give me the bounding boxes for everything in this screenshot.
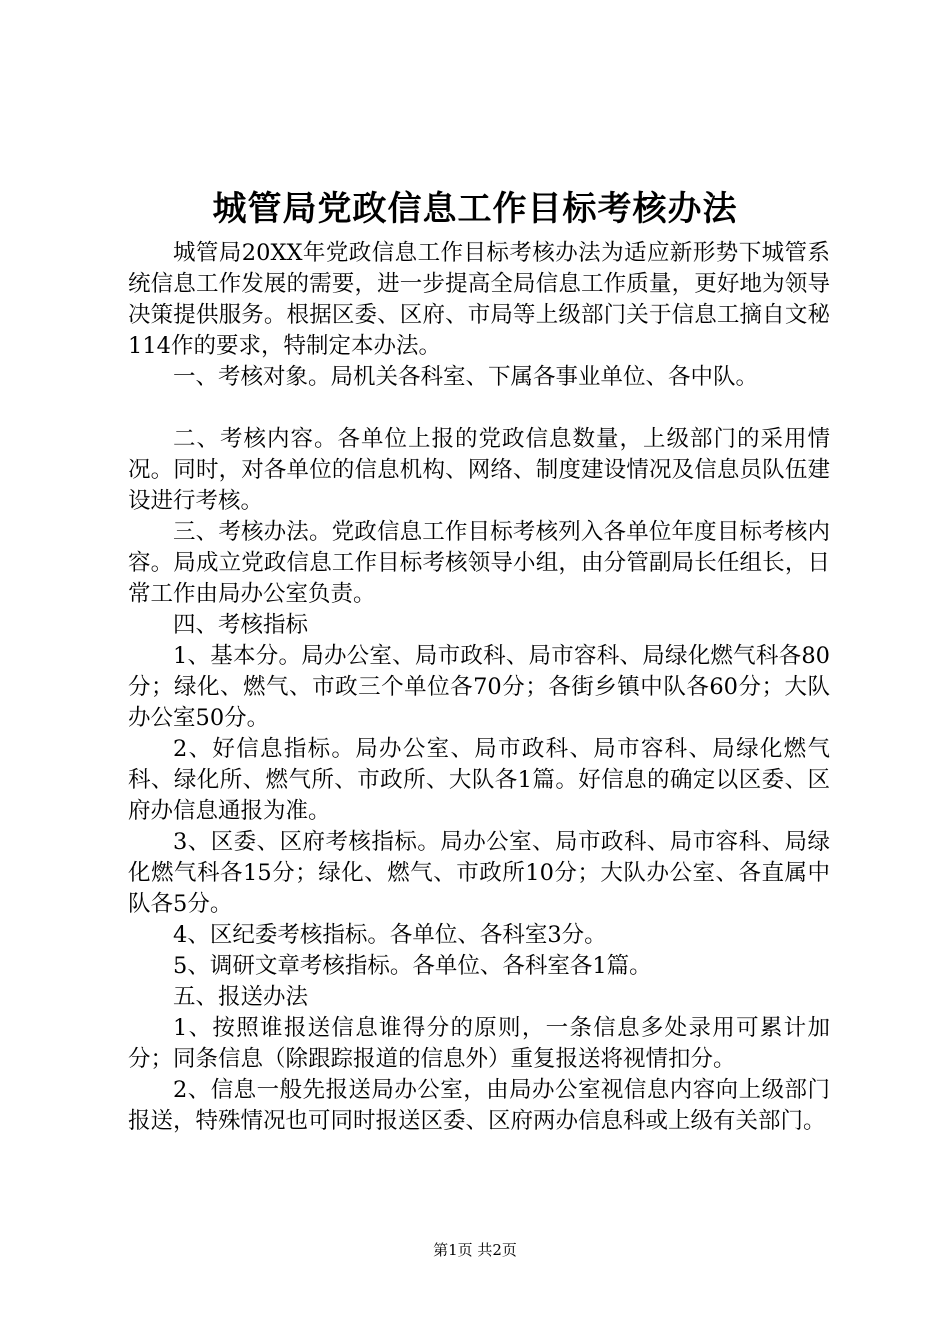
paragraph-intro: 城管局20XX年党政信息工作目标考核办法为适应新形势下城管系统信息工作发展的需要，进一步提高全局信息工作质量，更好地为领导决策提供服务。根据区委、区府、市局等上级部门关于信息工摘自文秘114作的要求，特制定本办法。 [128, 240, 830, 359]
document-title: 城管局党政信息工作目标考核办法 [212, 189, 738, 229]
paragraph-item-4-1: 1、基本分。局办公室、局市政科、局市容科、局绿化燃气科各80分；绿化、燃气、市政三个单位各70分；各街乡镇中队各60分；大队办公室50分。 [128, 643, 830, 731]
paragraph-item-4-3: 3、区委、区府考核指标。局办公室、局市政科、局市容科、局绿化燃气科各15分；绿化、燃气、市政所10分；大队办公室、各直属中队各5分。 [128, 829, 830, 917]
paragraph-section-1: 一、考核对象。局机关各科室、下属各事业单位、各中队。 [173, 364, 759, 390]
paragraph-item-4-5: 5、调研文章考核指标。各单位、各科室各1篇。 [173, 953, 652, 979]
paragraph-item-5-1: 1、按照谁报送信息谁得分的原则，一条信息多处录用可累计加分；同条信息（除跟踪报道的信息外）重复报送将视情扣分。 [128, 1015, 830, 1072]
paragraph-section-2: 二、考核内容。各单位上报的党政信息数量，上级部门的采用情况。同时，对各单位的信息机构、网络、制度建设情况及信息员队伍建设进行考核。 [128, 426, 830, 514]
paragraph-section-5-heading: 五、报送办法 [173, 984, 309, 1010]
paragraph-item-4-4: 4、区纪委考核指标。各单位、各科室3分。 [173, 922, 607, 948]
paragraph-section-3: 三、考核办法。党政信息工作目标考核列入各单位年度目标考核内容。局成立党政信息工作目标考核领导小组，由分管副局长任组长，日常工作由局办公室负责。 [128, 519, 830, 607]
paragraph-item-4-2: 2、好信息指标。局办公室、局市政科、局市容科、局绿化燃气科、绿化所、燃气所、市政所、大队各1篇。好信息的确定以区委、区府办信息通报为准。 [128, 736, 830, 824]
paragraph-item-5-2: 2、信息一般先报送局办公室，由局办公室视信息内容向上级部门报送，特殊情况也可同时报送区委、区府两办信息科或上级有关部门。 [128, 1077, 830, 1134]
document-body [128, 238, 830, 1137]
paragraph-section-4-heading: 四、考核指标 [173, 612, 309, 638]
page-footer: 第1页 共2页 [433, 1241, 517, 1259]
